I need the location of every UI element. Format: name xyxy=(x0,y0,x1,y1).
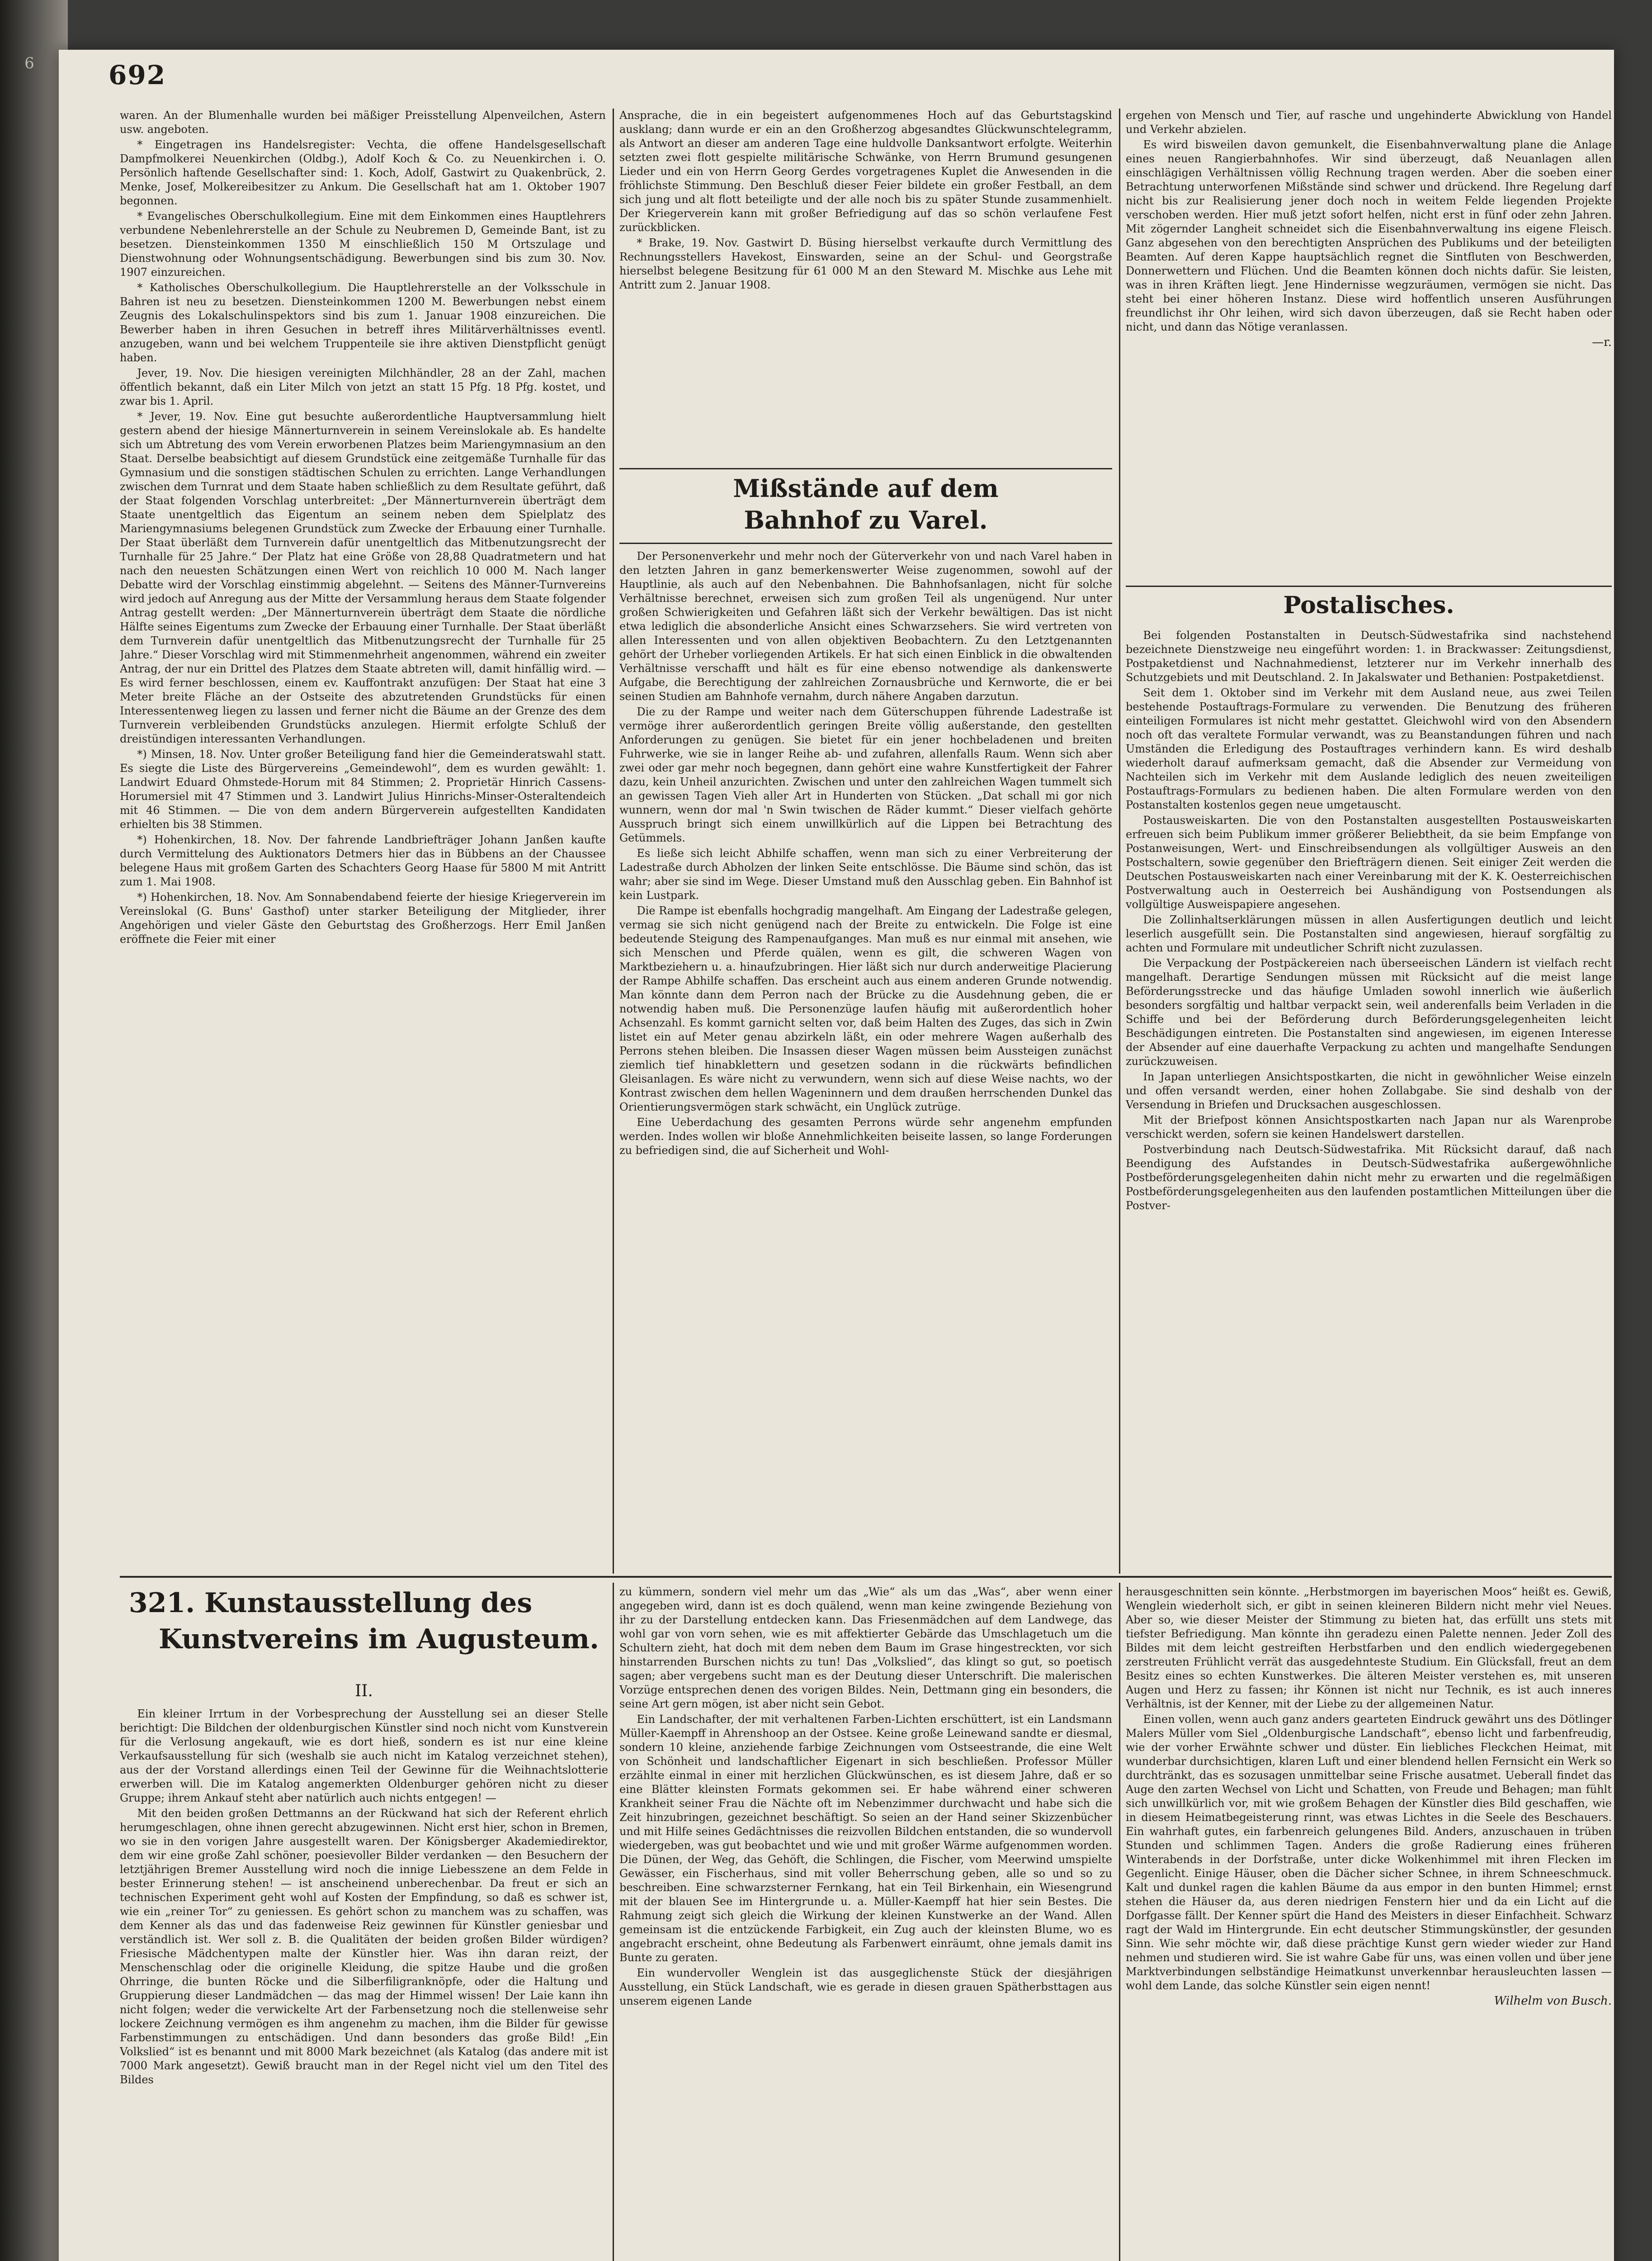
column-rule xyxy=(613,109,614,1574)
art-headline-line1: 321. Kunstausstellung des xyxy=(129,1587,533,1619)
art-paragraph: herausgeschnitten sein könnte. „Herbstmorgen im bayerischen Moos“ heißt es. Gewiß, Wenglein wiederholt sich, er gibt in seinen kleineren Bildern nicht mehr viel Neues. Aber so, wie dieser Meister der Stimmung zu bieten hat, das erfüllt uns stets mit tiefster Befriedigung. Man könnte ihn geradezu einen Palette nennen. Jeder Zoll des Bildes mit dem leicht gestreiften Herbstfarben und den endlich wiedergegebenen zerstreuten Frühlicht verrät das ausgedehnteste Studium. Ein Glücksfall, freut an dem Besitz eines so echten Kunstwerkes. Die älteren Meister verstehen es, mit unseren Augen und Herz zu fassen; ihr Können ist nicht nur Technik, es ist auch inneres Verhältnis, ist der Kenner, mit der Liebe zu der allgemeinen Natur. xyxy=(1126,1585,1612,1710)
varel-headline-line1: Mißstände auf dem xyxy=(733,474,999,503)
col3-paragraph: Postausweiskarten. Die von den Postanstalten ausgestellten Postausweiskarten erfreuen sich beim Publikum immer größerer Beliebtheit, da sie beim Empfange von Postanweisungen, Wert- und Einschreibsendungen als vollgültiger Ausweis an den Postschaltern, sowie gegenüber den Briefträgern dienen. Seit einiger Zeit werden die Deutschen Postausweiskarten nach einer Vereinbarung mit der K. K. Oesterreichischen Postverwaltung auch in Oesterreich bei Aushändigung von Postsendungen als vollgültige Ausweispapiere angesehen. xyxy=(1126,814,1612,911)
col1-paragraph: * Evangelisches Oberschulkollegium. Eine mit dem Einkommen eines Hauptlehrers verbundene Nebenlehrerstelle an der Schule zu Neubremen D, Gemeinde Bant, ist zu besetzen. Diensteinkommen 1350 M einschließlich 150 M Ortszulage und Dienstwohnung oder Wohnungsentschädigung. Bewerbungen sind bis zum 30. Nov. 1907 einzureichen. xyxy=(120,210,606,279)
newspaper-page xyxy=(59,50,1614,2261)
varel-article-body xyxy=(619,549,1112,1571)
art-headline xyxy=(120,1585,608,1680)
art-column-1 xyxy=(120,1707,608,2261)
page-number: 692 xyxy=(109,60,166,90)
col3-paragraph: Mit der Briefpost können Ansichtspostkarten nach Japan nur als Warenprobe verschickt werden, sofern sie keinen Handelswert darstellen. xyxy=(1126,1114,1612,1140)
col2-paragraph: Die Rampe ist ebenfalls hochgradig mangelhaft. Am Eingang der Ladestraße gelegen, vermag sie sich nicht genügend nach der Breite zu entwickeln. Die Folge ist eine bedeutende Steigung des Rampenaufganges. Man muß es nur einmal mit ansehen, wie sich Menschen und Pferde quälen, wenn es gilt, die schweren Wagen von Marktbeziehern u. a. hinaufzubringen. Hier läßt sich nur durch anderweitige Placierung der Rampe Abhilfe schaffen. Das erscheint auch aus einem anderen Grunde notwendig. Man könnte dann dem Perron nach der Brücke zu die Ausdehnung geben, die er notwendig haben muß. Die Personenzüge laufen häufig mit außerordentlich hoher Achsenzahl. Es kommt garnicht selten vor, daß beim Halten des Zuges, das sich in Zwin listet ein auf Meter genau abzirkeln läßt, ein oder mehrere Wagen außerhalb des Perrons stehen bleiben. Die Insassen dieser Wagen müssen beim Aussteigen zunächst ziemlich tief hinabklettern und gesetzen sodann in die rückwärts befindlichen Gleisanlagen. Es wäre nicht zu verwundern, wenn sich auf diese Weise nachts, wo der Kontrast zwischen dem hellen Wageninnern und dem draußen herrschenden Dunkel das Orientierungsvermögen stark schwächt, ein Unglück zutrüge. xyxy=(619,904,1112,1113)
col2-paragraph: Der Personenverkehr und mehr noch der Güterverkehr von und nach Varel haben in den letzten Jahren in ganz bemerkenswerter Weise zugenommen, sowohl auf der Hauptlinie, als auch auf den Nebenbahnen. Die Bahnhofsanlagen, nicht für solche Verhältnisse berechnet, erweisen sich zum großen Teil als ungenügend. Nur unter großen Schwierigkeiten und Gefahren läßt sich der Verkehr bewältigen. Das ist nicht etwa lediglich die absonderliche Ansicht eines Schwarzsehers. Sie wird vertreten von allen Interessenten und von allen objektiven Beobachtern. Zu den Letztgenannten gehört der Urheber vorliegenden Artikels. Er hat sich einen Einblick in die obwaltenden Verhältnisse verschafft und hält es für eine ebenso notwendige als dankenswerte Aufgabe, die Berechtigung der zahlreichen Zornausbrüche und Kernworte, die er bei seinen Studien am Bahnhofe vernahm, durch nähere Angaben darzutun. xyxy=(619,550,1112,703)
column-rule xyxy=(1119,1583,1120,2261)
edge-mark: 6 xyxy=(24,54,34,72)
col1-paragraph: *) Hohenkirchen, 18. Nov. Am Sonnabendabend feierte der hiesige Kriegerverein im Vereinslokal (G. Buns' Gasthof) unter starker Beteiligung der Mitglieder, ihrer Angehörigen und vieler Gäste den Geburtstag des Großherzogs. Herr Emil Janßen eröffnete die Feier mit einer xyxy=(120,891,606,946)
varel-headline xyxy=(619,473,1112,540)
col1-paragraph: Jever, 19. Nov. Die hiesigen vereinigten Milchhändler, 28 an der Zahl, machen öffentlich bekannt, daß ein Liter Milch von jetzt an statt 15 Pfg. 18 Pfg. kostet, und zwar bis 1. April. xyxy=(120,367,606,407)
postal-headline xyxy=(1126,590,1612,626)
art-paragraph: zu kümmern, sondern viel mehr um das „Wie“ als um das „Was“, aber wenn einer angegeben wird, dann ist es doch quälend, wenn man keine zwingende Beziehung von ihr zu der Darstellung entdecken kann. Das Friesenmädchen auf dem Landwege, das wohl gar von vorn sehen, wie es mit affektierter Gebärde das Umschlagetuch um die Schultern zieht, hat doch mit dem neben dem Baum im Grase hingestreckten, vor sich hinstarrenden Burschen nichts zu tun! Das „Volkslied“, das klingt so gut, so poetisch sagen; aber vergebens sucht man es der Deutung dieser Unterschrift. Die malerischen Vorzüge entsprechen denen des vorigen Bildes. Nein, Dettmann ging ein besonders, die seine Art gern mögen, ist aber nicht sein Gebot. xyxy=(619,1585,1112,1710)
col3-paragraph: Bei folgenden Postanstalten in Deutsch-Südwestafrika sind nachstehend bezeichnete Dienstzweige neu eingeführt worden: 1. in Brackwasser: Zeitungsdienst, Postpaketdienst und Nachnahmedienst, letzterer nur im Verkehr innerhalb des Schutzgebiets und mit Deutschland. 2. In Jakalswater und Bethanien: Postpaketdienst. xyxy=(1126,629,1612,684)
headline-rule-bottom xyxy=(619,543,1112,544)
col2-paragraph: Eine Ueberdachung des gesamten Perrons würde sehr angenehm empfunden werden. Indes wollen wir bloße Annehmlichkeiten beiseite lassen, so lange Forderungen zu befriedigen sind, die auf Sicherheit und Wohl- xyxy=(619,1116,1112,1157)
col1-paragraph: waren. An der Blumenhalle wurden bei mäßiger Preisstellung Alpenveilchen, Astern usw. angeboten. xyxy=(120,109,606,136)
art-column-2 xyxy=(619,1585,1112,2261)
col3-paragraph: Es wird bisweilen davon gemunkelt, die Eisenbahnverwaltung plane die Anlage eines neuen Rangierbahnhofes. Wir sind überzeugt, daß Neuanlagen allen einschlägigen Verhältnissen völlig Rechnung tragen werden. Aber die soeben einer Betrachtung unterworfenen Mißstände sind schwer und drückend. Ihre Regelung darf nicht bis zur Realisierung jener doch noch in weitem Felde liegenden Projekte verschoben werden. Hier muß jetzt sofort helfen, nicht erst in fünf oder zehn Jahren. Mit zögernder Langheit schneidet sich die Eisenbahnverwaltung ins eigene Fleisch. Ganz abgesehen von den berechtigten Ansprüchen des Publikums und der beteiligten Beamten. Auf deren Kappe hauptsächlich regnet die Sintfluten von Beschwerden, Donnerwettern und Flüchen. Und die Beamten können doch nichts dafür. Sie leisten, was in ihren Kräften liegt. Jene Hindernisse wegzuräumen, vermögen sie nicht. Das steht bei einer höheren Instanz. Diese wird hoffentlich unseren Ausführungen freundlichst ihr Ohr leihen, wird sich davon überzeugen, daß sie Recht haben oder nicht, und dann das Nötige veranlassen. xyxy=(1126,138,1612,333)
column-1 xyxy=(120,109,606,1571)
postal-headline-text: Postalisches. xyxy=(1283,591,1454,619)
col2-paragraph: Die zu der Rampe und weiter nach dem Güterschuppen führende Ladestraße ist vermöge ihrer außerordentlich geringen Breite völlig außerstande, den gestellten Anforderungen zu genügen. Sie bietet für ein jener hochbeladenen und breiten Fuhrwerke, wie sie in langer Reihe ab- und zufahren, allenfalls Raum. Wenn sich aber zwei oder gar mehr noch begegnen, dann gehört eine wahre Kunstfertigkeit der Fahrer dazu, kein Unheil anzurichten. Zwischen und unter den zahlreichen Wagen tummelt sich an gewissen Tagen Vieh aller Art in Hunderten von Stücken. „Dat schall mi gor nich wunnern, wenn dor mal 'n Swin twischen de Räder kummt.“ Dieser vielfach gehörte Ausspruch bringt sich einem unwillkürlich auf die Lippen bei Betrachtung des Getümmels. xyxy=(619,705,1112,844)
col1-paragraph: * Katholisches Oberschulkollegium. Die Hauptlehrerstelle an der Volksschule in Bahren ist neu zu besetzen. Diensteinkommen 1200 M. Bewerbungen nebst einem Zeugnis des Lokalschulinspektors sind bis zum 1. Januar 1908 einzureichen. Die Bewerber haben in ihren Gesuchen in betreff ihres Militärverhältnisses eventl. anzugeben, wann und bei welchem Truppenteile sie ihre aktiven Dienstpflicht genügt haben. xyxy=(120,281,606,364)
col2-paragraph: Ansprache, die in ein begeistert aufgenommenes Hoch auf das Geburtstagskind ausklang; dann wurde er ein an den Großherzog abgesandtes Glückwunschtelegramm, als Antwort an dieser am anderen Tage eine huldvolle Danksantwort erfolgte. Weiterhin setzten zwei flott gespielte militärische Schwänke, von Herrn Brumund gesungenen Lieder und ein von Herrn Georg Gerdes vorgetragenes Kuplet die Anwesenden in die fröhlichste Stimmung. Den Beschluß dieser Feier bildete ein großer Festball, an dem sich jung und alt flott beteiligte und der alle noch bis zu später Stunde zusammenhielt. Der Kriegerverein kann mit großer Befriedigung auf das so schön verlaufene Fest zurückblicken. xyxy=(619,109,1112,234)
art-paragraph: Ein kleiner Irrtum in der Vorbesprechung der Ausstellung sei an dieser Stelle berichtigt: Die Bildchen der oldenburgischen Künstler sind noch nicht vom Kunstverein für die Verlosung angekauft, wie es dort hieß, sondern es ist nur eine kleine Verkaufsausstellung für sich (weshalb sie auch nicht im Katalog verzeichnet stehen), aus der der Vorstand allerdings einen Teil der Gewinne für die Weihnachtslotterie erwerben will. Die im Katalog angemerkten Oldenburger gehören nicht zu dieser Gruppe; ihrem Ankauf steht aber natürlich auch nichts entgegen! — xyxy=(120,1708,608,1804)
col3-paragraph: In Japan unterliegen Ansichtspostkarten, die nicht in gewöhnlicher Weise einzeln und offen versandt werden, einer hohen Zollabgabe. Sie sind deshalb von der Versendung in Briefen und Drucksachen ausgeschlossen. xyxy=(1126,1070,1612,1111)
art-column-3 xyxy=(1126,1585,1612,2261)
section-rule xyxy=(1126,586,1612,587)
scan-edge xyxy=(0,0,68,2261)
headline-rule-top xyxy=(619,468,1112,469)
author-mark: —r. xyxy=(1592,336,1612,349)
col3-paragraph: Die Zollinhaltserklärungen müssen in allen Ausfertigungen deutlich und leicht leserlich ausgefüllt sein. Die Postanstalten sind angewiesen, hierauf sorgfältig zu achten und Formulare mit undeutlicher Schrift nicht zuzulassen. xyxy=(1126,913,1612,954)
col3-paragraph: Postverbindung nach Deutsch-Südwestafrika. Mit Rücksicht darauf, daß nach Beendigung des Aufstandes in Deutsch-Südwestafrika außergewöhnliche Postbeförderungsgelegenheiten dahin nicht mehr zu erwarten und die regelmäßigen Postbeförderungsgelegenheiten aus den laufenden postamtlichen Mitteilungen über die Postver- xyxy=(1126,1143,1612,1212)
column-2 xyxy=(619,109,1112,466)
col1-paragraph: * Jever, 19. Nov. Eine gut besuchte außerordentliche Hauptversammlung hielt gestern abend der hiesige Männerturnverein in seinem Vereinslokale ab. Es handelte sich um Abtretung des vom Verein erworbenen Platzes beim Mariengymnasium an den Staat. Derselbe beabsichtigt auf diesem Grundstück eine zeitgemäße Turnhalle für das Gymnasium und die sonstigen städtischen Schulen zu errichten. Lange Verhandlungen zwischen dem Turnrat und dem Staate haben schließlich zu dem Resultate geführt, daß der Staat folgenden Vorschlag unterbreitet: „Der Männerturnverein überträgt dem Staate unentgeltlich das Eigentum an seinem neben dem Spielplatz des Mariengymnasiums belegenen Grundstück zum Zwecke der Erbauung einer Turnhalle. Der Staat überläßt dem Turnverein dafür unentgeltlich das Mitbenutzungsrecht der Turnhalle für 25 Jahre.“ Der Platz hat eine Größe von 28,88 Quadratmetern und hat nach den neuesten Schätzungen einen Wert von reichlich 10 000 M. Nach langer Debatte wird der Vorschlag einstimmig abgelehnt. — Seitens des Männer-Turnvereins wird jedoch auf Anregung aus der Mitte der Versammlung heraus dem Staate folgender Antrag gestellt werden: „Der Männerturnverein überträgt dem Staate die nördliche Hälfte seines Eigentums zum Zwecke der Erbauung einer Turnhalle. Der Staat überläßt dem Turnverein dafür unentgeltlich das Mitbenutzungsrecht der Turnhalle für 25 Jahre.“ Dieser Vorschlag wird mit Stimmenmehrheit angenommen, während ein zweiter Antrag, der nur ein Drittel des Platzes dem Staate abtreten will, damit hinfällig wird. — Es wird ferner beschlossen, einem ev. Kauffontrakt anzufügen: Der Staat hat eine 3 Meter breite Fläche an der Ostseite des abzutretenden Grundstücks für einen Interessentenweg liegen zu lassen und ferner nicht die Bäume an der Grenze des dem Turnverein verbleibenden Grundstücks anzulegen. Hiermit erfolgte Schluß der dreistündigen interessanten Verhandlungen. xyxy=(120,410,606,745)
col3-paragraph: Seit dem 1. Oktober sind im Verkehr mit dem Ausland neue, aus zwei Teilen bestehende Postauftrags-Formulare zu verwenden. Die Benutzung des früheren einteiligen Formulares ist nicht mehr gestattet. Gleichwohl wird von den Absendern noch oft das veraltete Formular verwandt, was zu Beanstandungen führen und nach Umständen die Erledigung des Postauftrages verhindern kann. Es wird deshalb wiederholt darauf aufmerksam gemacht, daß die Absender zur Vermeidung von Nachteilen sich im Verkehr mit dem Auslande lediglich des neuen zweiteiligen Postauftrags-Formulars zu bedienen haben. Die alten Formulare werden von den Postanstalten kostenlos gegen neue umgetauscht. xyxy=(1126,686,1612,811)
art-headline-line2: Kunstvereins im Augusteum. xyxy=(158,1623,599,1655)
postal-article-body xyxy=(1126,629,1612,1571)
art-paragraph: Einen vollen, wenn auch ganz anders gearteten Eindruck gewährt uns des Dötlinger Malers Müller vom Siel „Oldenburgische Landschaft“, ebenso licht und farbenfreudig, wie der vorher Erwähnte schwer und düster. Ein liebliches Fleckchen Heimat, mit wunderbar durchsichtigen, klaren Luft und einer blendend hellen Fernsicht ein Werk so durchtränkt, das es sozusagen unmittelbar seine Frische ausatmet. Ueberall findet das Auge den zarten Wechsel von Licht und Schatten, von Freude und Behagen; man fühlt sich unwillkürlich vor, mit wie großem Behagen der Künstler dies Bild geschaffen, wie in diesem Heimatbegeisterung rinnt, was etwas Lichtes in die Seele des Beschauers. Ein wahrhaft gutes, ein farbenreich gelungenes Bild. Anders, anzuschauen in trüben Stunden und schlimmen Tagen. Anders die große Radierung eines früheren Winterabends in der Dorfstraße, unter dicke Wolkenhimmel mit ihren Flecken im Gegenlicht. Einige Häuser, oben die Dächer sicher Schnee, in ihrem Schneeschmuck. Kalt und dunkel ragen die kahlen Bäume da aus empor in den bunten Himmel; ernst stehen die Häuser da, aus deren niedrigen Fenstern hier und da ein Licht auf die Dorfgasse fällt. Der Kenner spürt die Hand des Meisters in dieser Einfachheit. Schwarz ragt der Wald im Hintergrunde. Ein echt deutscher Stimmungskünstler, der gesunden Sinn. Wie sehr möchte wir, daß diese prächtige Kunst gern wieder wieder zur Hand nehmen und studieren wird. Sie ist wahre Gabe für uns, was einen vollen und über jene Marktverbindungen selbständige Heimatkunst unverkennbar herausleuchten lassen — wohl dem Lande, das solche Künstler sein eigen nennt! xyxy=(1126,1713,1612,1992)
author-signature: Wilhelm von Busch. xyxy=(1494,1994,1612,2008)
col2-paragraph: Es ließe sich leicht Abhilfe schaffen, wenn man sich zu einer Verbreiterung der Ladestraße durch Abholzen der linken Seite entschlösse. Die Bäume sind schön, das ist wahr; aber sie sind im Wege. Dieser Umstand muß den Ausschlag geben. Ein Bahnhof ist kein Lustpark. xyxy=(619,847,1112,902)
feuilleton-rule xyxy=(120,1576,1612,1578)
col1-paragraph: * Eingetragen ins Handelsregister: Vechta, die offene Handelsgesellschaft Dampfmolkerei Neuenkirchen (Oldbg.), Adolf Koch & Co. zu Neuenkirchen i. O. Persönlich haftende Gesellschafter sind: 1. Koch, Adolf, Gastwirt zu Quakenbrück, 2. Menke, Josef, Molkereibesitzer zu Ankum. Die Gesellschaft hat am 1. Oktober 1907 begonnen. xyxy=(120,138,606,207)
col2-paragraph: * Brake, 19. Nov. Gastwirt D. Büsing hierselbst verkaufte durch Vermittlung des Rechnungsstellers Havekost, Einswarden, seine an der Schul- und Georgstraße hierselbst belegene Besitzung für 61 000 M an den Steward M. Mischke aus Lehe mit Antritt zum 2. Januar 1908. xyxy=(619,237,1112,291)
col3-paragraph: Die Verpackung der Postpäckereien nach überseeischen Ländern ist vielfach recht mangelhaft. Derartige Sendungen müssen mit Rücksicht auf die meist lange Beförderungsstrecke und das häufige Umladen sowohl innerlich wie äußerlich besonders sorgfältig und haltbar verpackt sein, weil anderenfalls beim Verladen in die Schiffe und bei der Beförderung durch Beförderungsgelegenheiten leicht Beschädigungen eintreten. Die Postanstalten sind angewiesen, im eigenen Interesse der Absender auf eine dauerhafte Verpackung zu achten und mangelhafte Sendungen zurückzuweisen. xyxy=(1126,957,1612,1068)
col3-paragraph: ergehen von Mensch und Tier, auf rasche und ungehinderte Abwicklung von Handel und Verkehr abzielen. xyxy=(1126,109,1612,136)
col1-paragraph: *) Minsen, 18. Nov. Unter großer Beteiligung fand hier die Gemeinderatswahl statt. Es siegte die Liste des Bürgervereins „Gemeindewohl“, dem es wurden gewählt: 1. Landwirt Eduard Ohmstede-Horum mit 84 Stimmen; 2. Proprietär Hinrich Cassens-Horumersiel mit 47 Stimmen und 3. Landwirt Julius Hinrichs-Minser-Osteraltendeich mit 46 Stimmen. — Die von dem andern Bürgerverein aufgestellten Kandidaten erhielten bis 38 Stimmen. xyxy=(120,748,606,831)
col1-paragraph: *) Hohenkirchen, 18. Nov. Der fahrende Landbriefträger Johann Janßen kaufte durch Vermittelung des Auktionators Detmers hier das in Bübbens an der Chaussee belegene Haus mit großem Garten des Schachters Georg Haase für 5800 M mit Antritt zum 1. Mai 1908. xyxy=(120,833,606,888)
column-rule xyxy=(1119,109,1120,1574)
art-paragraph: Ein wundervoller Wenglein ist das ausgeglichenste Stück der diesjährigen Ausstellung, ein Stück Landschaft, wie es gerade in diesen grauen Spätherbsttagen aus unserem eigenen Lande xyxy=(619,1967,1112,2007)
part-number: II. xyxy=(355,1682,373,1700)
column-rule xyxy=(613,1583,614,2261)
varel-headline-line2: Bahnhof zu Varel. xyxy=(744,506,988,535)
column-3-top xyxy=(1126,109,1612,579)
art-paragraph: Mit den beiden großen Dettmanns an der Rückwand hat sich der Referent ehrlich herumgeschlagen, ohne ihnen gerecht abzugewinnen. Nicht erst hier, schon in Bremen, wo sie in den vorigen Jahre ausgestellt waren. Der Königsberger Akademiedirektor, dem wir eine große Zahl schöner, poesievoller Bilder verdanken — den Besuchern der letztjährigen Bremer Ausstellung wird noch die innige Liebesszene an dem Felde in bester Erinnerung stehen! — ist anscheinend unberechenbar. Da freut er sich an technischen Experiment geht wohl auf Kosten der Empfindung, so daß es schwer ist, wie ein „reiner Tor“ zu geniessen. Es gehört schon zu manchem was zu schaffen, was dem Kenner als das und das fadenweise Reiz gewinnen für Künstler geniesbar und verständlich ist. Wer soll z. B. die Qualitäten der beiden großen Bilder würdigen? Friesische Mädchentypen malte der Künstler hier. Was ihn daran reizt, der Menschenschlag oder die originelle Kleidung, die spitze Haube und die großen Ohrringe, die bunten Röcke und die Silberfiligranknöpfe, oder die Haltung und Gruppierung dieser Landmädchen — das mag der Himmel wissen! Der Laie kann ihn nicht folgen; weder die verwickelte Art der Farbensetzung noch die stellenweise sehr lockere Zeichnung vermögen es ihm angenehm zu machen, ihm die Bilder für gewisse Farbenstimmungen zu entschädigen. Und dann besonders das große Bild! „Ein Volkslied“ ist es benannt und mit 8000 Mark bezeichnet (als Katalog (das andere mit ist 7000 Mark angesetzt). Gewiß braucht man in der Regel nicht viel um den Titel des Bildes xyxy=(120,1807,608,2086)
art-paragraph: Ein Landschafter, der mit verhaltenen Farben-Lichten erschüttert, ist ein Landsmann Müller-Kaempff in Ahrenshoop an der Ostsee. Keine große Leinewand sandte er diesmal, sondern 10 kleine, anziehende farbige Zeichnungen vom Ostseestrande, die eine Welt von Schönheit und landschaftlicher Eigenart in sich beschließen. Professor Müller erzählte einmal in einer mit herzlichen Glückwünschen, es ist diesem Jahre, daß er so eine Blätter kleinsten Formats gekommen sei. Er habe während einer schweren Krankheit seiner Frau die Nächte oft im Nebenzimmer durchwacht und habe sich die Zeit hinzubringen, gezeichnet beschäftigt. So seien an der Hand seiner Skizzenbücher und mit Hilfe seines Gedächtnisses die reizvollen Bildchen entstanden, die so wundervoll wiedergeben, was gut beobachtet und wie und mit großer Wärme aufgenommen worden. Die Dünen, der Weg, das Gehöft, die Schlingen, die Fischer, vom Meerwind umspielte Gewässer, ein Fischerhaus, sind mit voller Beherrschung geben, alle so und so zu beschreiben. Eine schwarzsterner Fernkang, hat ein Teil Birkenhain, ein Wiesengrund mit der blauen See im Hintergrunde u. a. Müller-Kaempff hat hier sein Bestes. Die Rahmung zeigt sich gleich die Wirkung der kleinen Kunstwerke an der Wand. Allen gemeinsam ist die entzückende Farbigkeit, ein Zug auch der kleinsten Blume, wo es angebracht erscheint, ohne Bedeutung als Farbenwert einräumt, ohne jemals damit ins Bunte zu geraten. xyxy=(619,1713,1112,1964)
